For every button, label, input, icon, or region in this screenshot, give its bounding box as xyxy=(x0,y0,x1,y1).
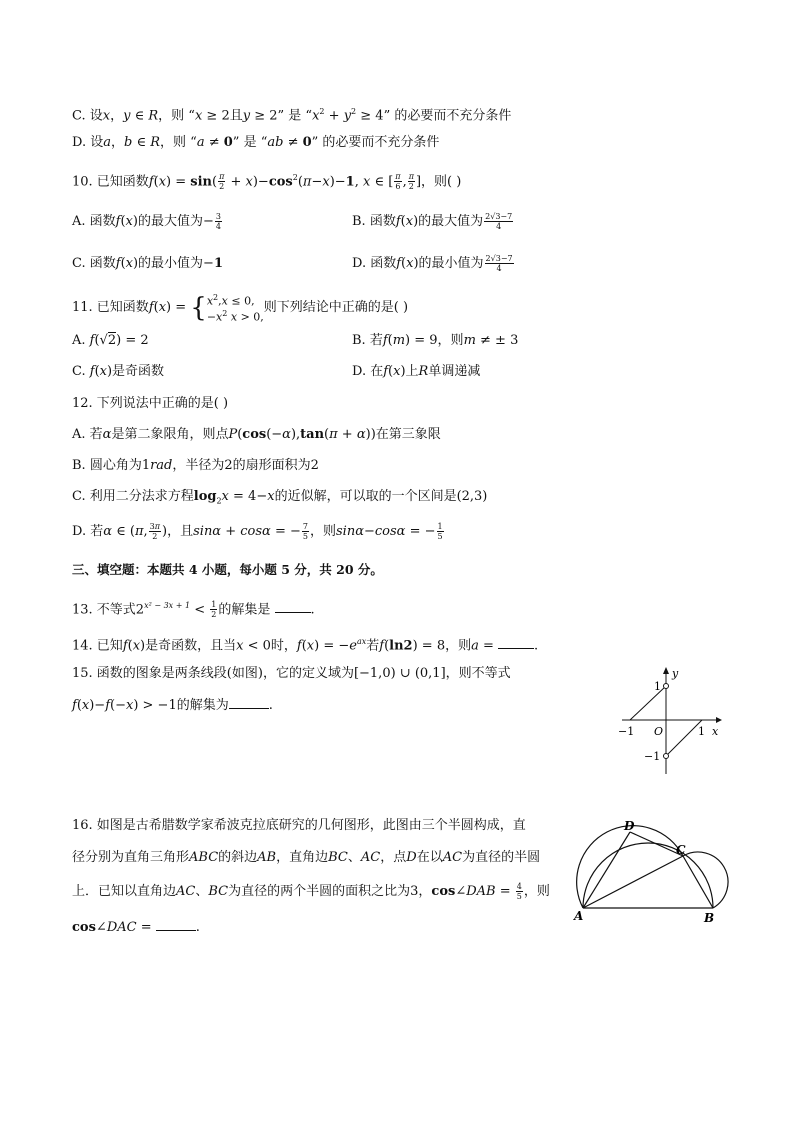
open-point-bottom xyxy=(664,754,669,759)
q15-graph xyxy=(612,664,724,776)
q12-option-b: B. 圆心角为1rad，半径为2的扇形面积为2 xyxy=(72,458,319,473)
label-x: x xyxy=(712,725,719,738)
q13-mid: < xyxy=(190,602,210,618)
q10-option-a: A. 函数f(x)的最大值为− $\frac{3}{4}$ xyxy=(72,212,221,231)
leg-ac xyxy=(583,856,683,908)
q13-end: . xyxy=(310,602,315,618)
q10-stem: 10. 已知函数f(x) = sin( $\frac{\pi}{2}$ + $x)-\cos^2(\pi-x)-1$, x ∈ [ $\frac{\pi}{6}$ , $\frac{\pi}{2}$ ]，则( ) xyxy=(72,172,462,192)
point-b-label: B xyxy=(704,911,715,925)
q9-option-d: D. 设a，b ∈ R，则 “a ≠ 0” 是 “ab ≠ 0” 的必要而不充分条件 xyxy=(72,135,440,150)
semicircle-bc xyxy=(683,852,728,908)
point-c-label: C xyxy=(676,843,686,857)
q13-pre: 13. 不等式2 xyxy=(72,602,145,618)
label-one-top: 1 xyxy=(654,680,661,693)
label-y: y xyxy=(672,667,679,680)
q16-line3: 上．已知以直角边AC、BC为直径的两个半圆的面积之比为3，cos∠DAB = $\frac{4}{5}$ ，则 xyxy=(72,882,550,901)
q13-answer-blank[interactable] xyxy=(275,600,311,613)
q12-option-a: A. 若α是第二象限角，则点P(cos(−α),tan(π + α))在第三象限 xyxy=(72,427,441,442)
q10-option-d: D. 函数f(x)的最小值为 $\frac{2√3-7}{4}$ xyxy=(352,254,513,273)
point-a-label: A xyxy=(574,909,584,923)
label-neg-one-left: −1 xyxy=(618,725,635,738)
q10-option-c: C. 函数f(x)的最小值为−1 xyxy=(72,256,223,271)
q15-answer-blank[interactable] xyxy=(229,696,269,709)
q11-stem-post: 则下列结论中正确的是( ) xyxy=(263,300,409,316)
q11-stem: 11. 已知函数f(x) = { $x^2,x \le 0$, $-x^2$ x > 0, 则下列结论中正确的是( ) xyxy=(72,292,409,324)
q15-line1: 15. 函数的图象是两条线段(如图)，它的定义域为[−1,0) ∪ (0,1]，则不等式 xyxy=(72,666,511,681)
q16-line2: 径分别为直角三角形ABC的斜边AB，直角边BC、AC，点D在以AC为直径的半圆 xyxy=(72,850,541,865)
y-axis-arrow xyxy=(663,667,669,674)
q12-option-d: D. 若α ∈ (π, $\frac{3\pi}{2}$ )，且sinα + cosα = − $\frac{7}{5}$ ，则sinα−cosα = − $\frac{1}{5}$ xyxy=(72,522,443,541)
q12-stem: 12. 下列说法中正确的是( ) xyxy=(72,396,229,411)
q11-option-d: D. 在f(x)上R单调递减 xyxy=(352,364,481,379)
segment-ad xyxy=(583,832,630,908)
x-axis-arrow xyxy=(716,717,722,723)
section-3-heading: 三、填空题：本题共 4 小题，每小题 5 分，共 20 分。 xyxy=(72,562,383,577)
q13-exponent: x² − 3x + 1 xyxy=(144,601,191,610)
leg-bc xyxy=(683,856,713,908)
q12-option-c: C. 利用二分法求方程$\log_2x = 4-x$的近似解，可以取的一个区间是(2,3) xyxy=(72,489,488,506)
label-one-right: 1 xyxy=(698,725,705,738)
q14: 14. 已知f(x)是奇函数，且当x < 0时，$f(x) = -e^{ax}$若f(ln2) = 8，则a = . xyxy=(72,637,539,654)
segment-right xyxy=(666,720,702,756)
open-point-top xyxy=(664,684,669,689)
q13: 13. 不等式$2^{x^2 - 3x + 1}$ < $\frac{1}{2}$ 的解集是 . xyxy=(72,600,315,620)
label-origin: O xyxy=(654,725,664,738)
q16-answer-blank[interactable] xyxy=(156,918,196,931)
q11-option-b: B. 若f(m) = 9，则m ≠ ± 3 xyxy=(352,333,519,348)
q16-line1: 16. 如图是古希腊数学家希波克拉底研究的几何图形，此图由三个半圆构成，直 xyxy=(72,818,526,833)
label-neg-one-bottom: −1 xyxy=(644,750,661,763)
q13-post: 的解集是 xyxy=(218,602,271,618)
q10-option-b: B. 函数f(x)的最大值为 $\frac{2√3-7}{4}$ xyxy=(352,212,513,231)
semicircle-ac xyxy=(577,826,683,908)
q14-answer-blank[interactable] xyxy=(498,636,534,649)
q15-line2: f(x)−f(−x) > −1的解集为 . xyxy=(72,698,273,713)
q11-option-a: A. f(√2) = 2 xyxy=(72,333,149,348)
point-d-label: D xyxy=(624,819,635,833)
q16-figure xyxy=(570,816,730,926)
q9-option-c: C. 设x，y ∈ R，则 “x ≥ 2且y ≥ 2” 是 “$x^2 + y^2 \ge 4$” 的必要而不充分条件 xyxy=(72,107,512,124)
q16-line4: cos∠DAC = . xyxy=(72,920,200,935)
q11-option-c: C. f(x)是奇函数 xyxy=(72,364,165,379)
